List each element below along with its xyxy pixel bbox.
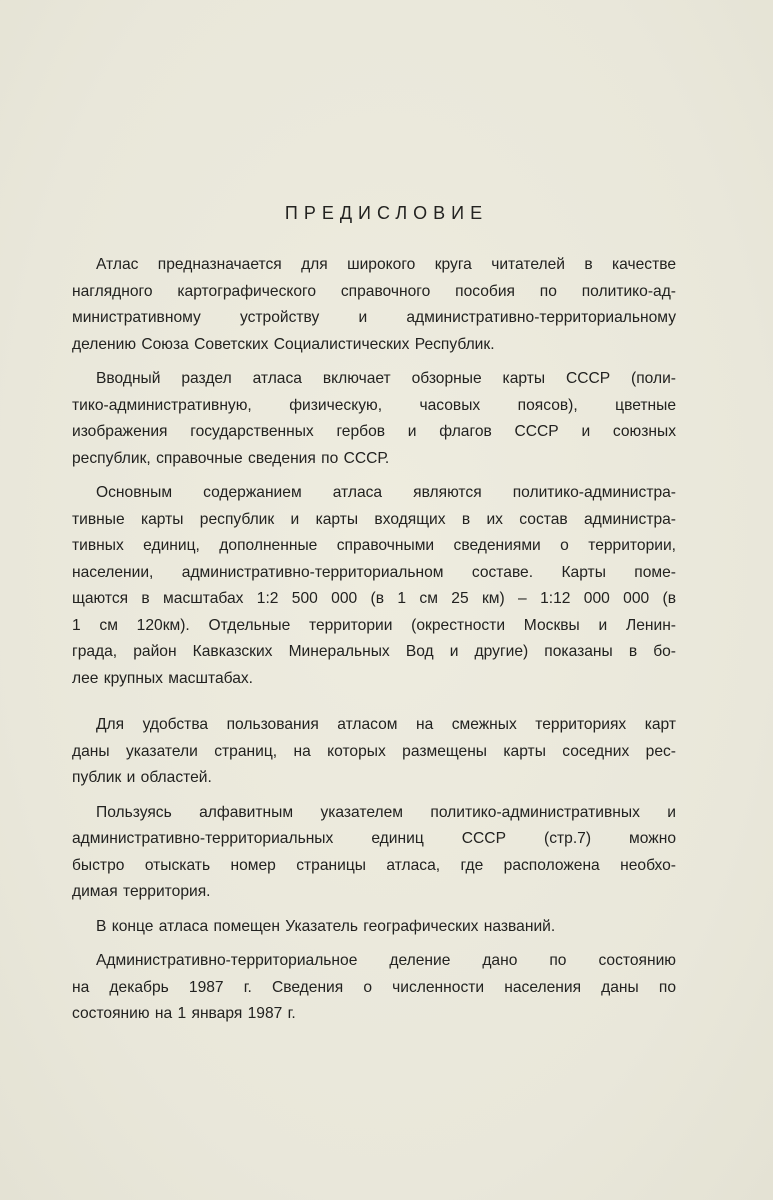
text-line: тико-административную, физическую, часовых поясов), цветные	[72, 396, 676, 414]
paragraph-date-status	[72, 948, 676, 1028]
text-line: Атлас предназначается для широкого круга читателей в качестве	[96, 256, 676, 273]
paragraph-main-content	[72, 480, 676, 692]
paragraph-page-pointers	[72, 712, 676, 792]
text-line: республик, справочные сведения по СССР.	[72, 449, 390, 467]
paragraph-purpose	[72, 252, 676, 358]
text-line: Административно-территориальное деление дано по состоянию	[96, 952, 676, 969]
text-line: публик и областей.	[72, 769, 212, 786]
text-line: административно-территориальных единиц СССР (стр.7) можно	[72, 830, 676, 847]
text-line: града, район Кавказских Минеральных Вод и другие) показаны в бо-	[72, 643, 676, 660]
text-line: 1 см 120км). Отдельные территории (окрестности Москвы и Ленин-	[72, 616, 676, 634]
paragraph-geo-index	[72, 914, 676, 941]
text-line: лее крупных масштабах.	[72, 669, 254, 687]
text-line: Основным содержанием атласа являются политико-администра-	[96, 484, 676, 501]
body-text	[72, 252, 676, 1028]
text-line: состоянию на 1 января 1987 г.	[72, 1005, 296, 1022]
paragraph-alphabetic-index	[72, 800, 676, 906]
text-line: на декабрь 1987 г. Сведения о численности населения даны по	[72, 978, 676, 996]
text-line: димая территория.	[72, 883, 211, 900]
text-line: Для удобства пользования атласом на смежных территориях карт	[96, 716, 676, 733]
text-line: щаются в масштабах 1:2 500 000 (в 1 см 25 км) – 1:12 000 000 (в	[72, 590, 676, 607]
paragraph-intro-section	[72, 366, 676, 472]
text-line: министративному устройству и административно-территориальному	[72, 309, 676, 326]
text-line: тивных единиц, дополненные справочными сведениями о территории,	[72, 537, 676, 554]
text-line: тивные карты республик и карты входящих в их состав администра-	[72, 510, 676, 528]
text-line: Пользуясь алфавитным указателем политико-административных и	[96, 803, 676, 821]
text-line: делению Союза Советских Социалистических Республик.	[72, 335, 495, 353]
text-line: Вводный раздел атласа включает обзорные карты СССР (поли-	[96, 370, 676, 387]
text-line: В конце атласа помещен Указатель географических названий.	[96, 917, 556, 935]
text-line: населении, административно-территориальном составе. Карты поме-	[72, 563, 676, 581]
text-line: даны указатели страниц, на которых размещены карты соседних рес-	[72, 742, 676, 760]
text-line: изображения государственных гербов и флагов СССР и союзных	[72, 423, 676, 440]
page-title: ПРЕДИСЛОВИЕ	[284, 203, 489, 223]
text-line: наглядного картографического справочного пособия по политико-ад-	[72, 282, 676, 300]
text-line: быстро отыскать номер страницы атласа, где расположена необхо-	[72, 856, 676, 874]
